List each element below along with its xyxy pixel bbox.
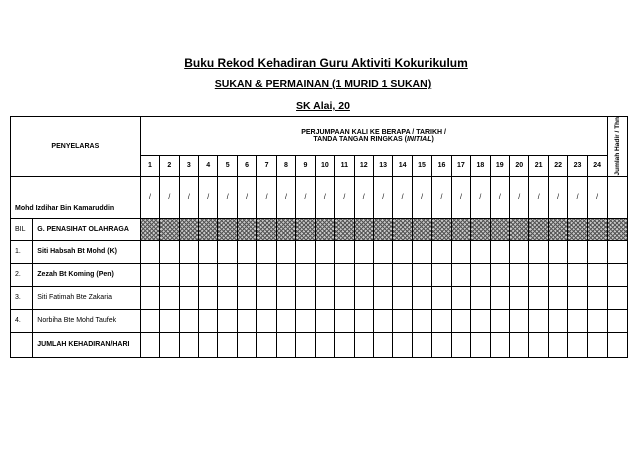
attendance-cell bbox=[218, 240, 237, 263]
attendance-cell bbox=[529, 309, 548, 332]
total-cell bbox=[140, 332, 159, 357]
total-row bbox=[11, 332, 628, 357]
hatched-cell bbox=[568, 218, 587, 240]
signature-slash: / bbox=[490, 176, 509, 218]
signature-slash: / bbox=[335, 176, 354, 218]
teacher-row bbox=[11, 286, 628, 309]
attendance-cell bbox=[315, 240, 334, 263]
attendance-cell bbox=[490, 240, 509, 263]
section-row bbox=[11, 218, 628, 240]
total-cell bbox=[354, 332, 373, 357]
perjumpaan-line1: PERJUMPAAN KALI KE BERAPA / TARIKH / bbox=[301, 128, 447, 136]
total-cell bbox=[568, 332, 587, 357]
attendance-cell bbox=[335, 240, 354, 263]
attendance-cell bbox=[237, 263, 256, 286]
signature-slash: / bbox=[529, 176, 548, 218]
row-bil: 2. bbox=[11, 263, 33, 286]
attendance-cell bbox=[160, 309, 179, 332]
attendance-cell bbox=[510, 240, 529, 263]
hatched-cell bbox=[451, 218, 470, 240]
attendance-cell bbox=[373, 240, 392, 263]
signature-slash: / bbox=[160, 176, 179, 218]
attendance-cell bbox=[393, 309, 412, 332]
teacher-row bbox=[11, 240, 628, 263]
header-row bbox=[11, 117, 628, 156]
jumlah-cell bbox=[607, 176, 627, 218]
attendance-cell bbox=[587, 286, 607, 309]
signature-slash: / bbox=[432, 176, 451, 218]
total-cell bbox=[373, 332, 392, 357]
attendance-cell bbox=[510, 309, 529, 332]
attendance-cell bbox=[529, 263, 548, 286]
attendance-cell bbox=[179, 240, 198, 263]
attendance-cell bbox=[607, 240, 627, 263]
attendance-cell bbox=[179, 309, 198, 332]
attendance-cell bbox=[296, 240, 315, 263]
empty-cell bbox=[11, 332, 33, 357]
attendance-cell bbox=[276, 263, 295, 286]
attendance-cell bbox=[490, 286, 509, 309]
session-number: 6 bbox=[237, 155, 256, 176]
signature-slash: / bbox=[257, 176, 276, 218]
attendance-cell bbox=[296, 263, 315, 286]
attendance-cell bbox=[218, 286, 237, 309]
signature-slash: / bbox=[451, 176, 470, 218]
attendance-cell bbox=[354, 309, 373, 332]
hatched-cell bbox=[607, 218, 627, 240]
signature-slash: / bbox=[237, 176, 256, 218]
attendance-cell bbox=[393, 263, 412, 286]
row-bil: 3. bbox=[11, 286, 33, 309]
total-cell bbox=[529, 332, 548, 357]
attendance-cell bbox=[315, 263, 334, 286]
hatched-cell bbox=[199, 218, 218, 240]
attendance-cell bbox=[568, 309, 587, 332]
hatched-cell bbox=[354, 218, 373, 240]
teacher-name: Norbiha Bte Mohd Taufek bbox=[33, 309, 140, 332]
total-cell bbox=[296, 332, 315, 357]
hatched-cell bbox=[548, 218, 567, 240]
hatched-cell bbox=[529, 218, 548, 240]
total-cell bbox=[471, 332, 490, 357]
attendance-cell bbox=[471, 309, 490, 332]
attendance-cell bbox=[276, 240, 295, 263]
attendance-cell bbox=[373, 263, 392, 286]
session-number: 4 bbox=[199, 155, 218, 176]
total-cell bbox=[276, 332, 295, 357]
attendance-cell bbox=[451, 240, 470, 263]
attendance-cell bbox=[451, 309, 470, 332]
jumlah-hadir-header bbox=[607, 117, 627, 177]
signature-slash: / bbox=[373, 176, 392, 218]
attendance-cell bbox=[140, 309, 159, 332]
hatched-cell bbox=[237, 218, 256, 240]
attendance-cell bbox=[412, 286, 431, 309]
hatched-cell bbox=[412, 218, 431, 240]
attendance-cell bbox=[199, 240, 218, 263]
attendance-table bbox=[10, 116, 628, 358]
attendance-cell bbox=[568, 263, 587, 286]
total-cell bbox=[607, 332, 627, 357]
attendance-cell bbox=[140, 263, 159, 286]
attendance-cell bbox=[354, 263, 373, 286]
attendance-cell bbox=[587, 240, 607, 263]
hatched-cell bbox=[335, 218, 354, 240]
attendance-cell bbox=[490, 263, 509, 286]
signature-slash: / bbox=[199, 176, 218, 218]
session-number: 24 bbox=[587, 155, 607, 176]
session-number: 3 bbox=[179, 155, 198, 176]
attendance-cell bbox=[607, 309, 627, 332]
total-cell bbox=[257, 332, 276, 357]
signature-slash: / bbox=[412, 176, 431, 218]
attendance-cell bbox=[160, 263, 179, 286]
hatched-cell bbox=[296, 218, 315, 240]
attendance-cell bbox=[587, 309, 607, 332]
hatched-cell bbox=[432, 218, 451, 240]
session-number: 17 bbox=[451, 155, 470, 176]
row-bil: 1. bbox=[11, 240, 33, 263]
attendance-cell bbox=[451, 263, 470, 286]
total-cell bbox=[179, 332, 198, 357]
total-cell bbox=[218, 332, 237, 357]
attendance-cell bbox=[548, 286, 567, 309]
attendance-cell bbox=[315, 286, 334, 309]
attendance-cell bbox=[257, 240, 276, 263]
hatched-cell bbox=[140, 218, 159, 240]
attendance-cell bbox=[529, 286, 548, 309]
attendance-cell bbox=[548, 263, 567, 286]
session-number: 8 bbox=[276, 155, 295, 176]
total-cell bbox=[335, 332, 354, 357]
document-title: Buku Rekod Kehadiran Guru Aktiviti Kokurikulum bbox=[184, 56, 468, 70]
signature-slash: / bbox=[354, 176, 373, 218]
attendance-cell bbox=[218, 309, 237, 332]
coordinator-row bbox=[11, 176, 628, 218]
signature-slash: / bbox=[393, 176, 412, 218]
signature-slash: / bbox=[140, 176, 159, 218]
session-number: 2 bbox=[160, 155, 179, 176]
attendance-cell bbox=[548, 240, 567, 263]
teacher-name: Siti Habsah Bt Mohd (K) bbox=[33, 240, 140, 263]
attendance-cell bbox=[296, 286, 315, 309]
signature-slash: / bbox=[276, 176, 295, 218]
attendance-cell bbox=[451, 286, 470, 309]
hatched-cell bbox=[315, 218, 334, 240]
total-cell bbox=[587, 332, 607, 357]
signature-slash: / bbox=[548, 176, 567, 218]
total-cell bbox=[237, 332, 256, 357]
total-cell bbox=[432, 332, 451, 357]
hatched-cell bbox=[510, 218, 529, 240]
session-number: 11 bbox=[335, 155, 354, 176]
attendance-cell bbox=[529, 240, 548, 263]
hatched-cell bbox=[393, 218, 412, 240]
signature-slash: / bbox=[315, 176, 334, 218]
attendance-cell bbox=[335, 286, 354, 309]
total-cell bbox=[199, 332, 218, 357]
attendance-cell bbox=[412, 309, 431, 332]
session-number: 20 bbox=[510, 155, 529, 176]
total-cell bbox=[393, 332, 412, 357]
attendance-cell bbox=[354, 286, 373, 309]
session-number: 12 bbox=[354, 155, 373, 176]
perjumpaan-line2-part: TANDA TANGAN RINGKAS ( bbox=[313, 135, 407, 143]
attendance-cell bbox=[393, 240, 412, 263]
total-cell bbox=[548, 332, 567, 357]
signature-slash: / bbox=[568, 176, 587, 218]
attendance-cell bbox=[296, 309, 315, 332]
session-number: 5 bbox=[218, 155, 237, 176]
attendance-cell bbox=[432, 263, 451, 286]
attendance-cell bbox=[237, 240, 256, 263]
attendance-cell bbox=[315, 309, 334, 332]
teacher-row bbox=[11, 263, 628, 286]
attendance-cell bbox=[160, 286, 179, 309]
signature-slash: / bbox=[179, 176, 198, 218]
attendance-cell bbox=[237, 286, 256, 309]
session-number: 9 bbox=[296, 155, 315, 176]
total-cell bbox=[490, 332, 509, 357]
attendance-cell bbox=[276, 286, 295, 309]
attendance-cell bbox=[548, 309, 567, 332]
session-number: 21 bbox=[529, 155, 548, 176]
total-label: JUMLAH KEHADIRAN/HARI bbox=[33, 332, 140, 357]
penyelaras-header: PENYELARAS bbox=[11, 117, 141, 177]
attendance-cell bbox=[587, 263, 607, 286]
attendance-cell bbox=[140, 240, 159, 263]
attendance-cell bbox=[237, 309, 256, 332]
attendance-cell bbox=[354, 240, 373, 263]
hatched-cell bbox=[471, 218, 490, 240]
attendance-cell bbox=[199, 286, 218, 309]
session-number: 18 bbox=[471, 155, 490, 176]
attendance-cell bbox=[257, 309, 276, 332]
signature-slash: / bbox=[471, 176, 490, 218]
session-number: 22 bbox=[548, 155, 567, 176]
attendance-cell bbox=[218, 263, 237, 286]
attendance-cell bbox=[140, 286, 159, 309]
bil-label: BIL bbox=[11, 218, 33, 240]
hatched-cell bbox=[490, 218, 509, 240]
signature-slash: / bbox=[587, 176, 607, 218]
attendance-cell bbox=[179, 286, 198, 309]
session-number: 14 bbox=[393, 155, 412, 176]
session-number: 23 bbox=[568, 155, 587, 176]
attendance-cell bbox=[568, 240, 587, 263]
attendance-cell bbox=[199, 309, 218, 332]
attendance-cell bbox=[471, 286, 490, 309]
hatched-cell bbox=[373, 218, 392, 240]
perjumpaan-line2 bbox=[141, 136, 607, 143]
signature-slash: / bbox=[296, 176, 315, 218]
total-cell bbox=[510, 332, 529, 357]
attendance-cell bbox=[607, 286, 627, 309]
attendance-cell bbox=[510, 286, 529, 309]
teacher-name: Zezah Bt Koming (Pen) bbox=[33, 263, 140, 286]
attendance-cell bbox=[179, 263, 198, 286]
hatched-cell bbox=[160, 218, 179, 240]
hatched-cell bbox=[587, 218, 607, 240]
attendance-cell bbox=[510, 263, 529, 286]
attendance-cell bbox=[373, 286, 392, 309]
attendance-cell bbox=[393, 286, 412, 309]
attendance-cell bbox=[257, 286, 276, 309]
total-cell bbox=[315, 332, 334, 357]
attendance-cell bbox=[607, 263, 627, 286]
jumlah-hadir-label: Jumlah Hadir / Thn bbox=[613, 117, 621, 176]
attendance-cell bbox=[276, 309, 295, 332]
attendance-cell bbox=[199, 263, 218, 286]
total-cell bbox=[160, 332, 179, 357]
attendance-cell bbox=[412, 240, 431, 263]
session-number: 19 bbox=[490, 155, 509, 176]
coordinator-name: Mohd Izdihar Bin Kamaruddin bbox=[11, 176, 141, 218]
attendance-cell bbox=[471, 240, 490, 263]
perjumpaan-line2-part: INITIAL bbox=[406, 135, 432, 143]
perjumpaan-line2-part: ) bbox=[431, 135, 434, 143]
attendance-cell bbox=[160, 240, 179, 263]
session-number: 13 bbox=[373, 155, 392, 176]
hatched-cell bbox=[276, 218, 295, 240]
session-number: 16 bbox=[432, 155, 451, 176]
row-bil: 4. bbox=[11, 309, 33, 332]
attendance-cell bbox=[257, 263, 276, 286]
teacher-row bbox=[11, 309, 628, 332]
attendance-cell bbox=[432, 309, 451, 332]
attendance-cell bbox=[335, 263, 354, 286]
attendance-cell bbox=[432, 286, 451, 309]
session-number: 10 bbox=[315, 155, 334, 176]
school-label: SK Alai, 20 bbox=[296, 100, 350, 112]
session-number: 1 bbox=[140, 155, 159, 176]
signature-slash: / bbox=[510, 176, 529, 218]
teacher-name: Siti Fatimah Bte Zakaria bbox=[33, 286, 140, 309]
document-subtitle: SUKAN & PERMAINAN (1 MURID 1 SUKAN) bbox=[214, 78, 432, 90]
attendance-cell bbox=[373, 309, 392, 332]
section-label: G. PENASIHAT OLAHRAGA bbox=[33, 218, 140, 240]
hatched-cell bbox=[257, 218, 276, 240]
perjumpaan-header bbox=[140, 117, 607, 156]
total-cell bbox=[412, 332, 431, 357]
total-cell bbox=[451, 332, 470, 357]
hatched-cell bbox=[179, 218, 198, 240]
attendance-cell bbox=[335, 309, 354, 332]
signature-slash: / bbox=[218, 176, 237, 218]
attendance-cell bbox=[432, 240, 451, 263]
attendance-cell bbox=[471, 263, 490, 286]
session-number: 7 bbox=[257, 155, 276, 176]
hatched-cell bbox=[218, 218, 237, 240]
session-number: 15 bbox=[412, 155, 431, 176]
attendance-cell bbox=[412, 263, 431, 286]
attendance-cell bbox=[490, 309, 509, 332]
attendance-cell bbox=[568, 286, 587, 309]
